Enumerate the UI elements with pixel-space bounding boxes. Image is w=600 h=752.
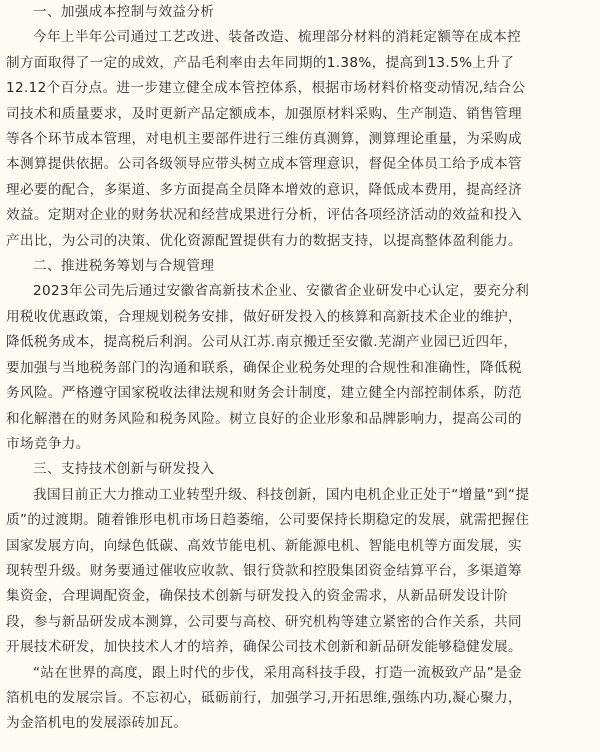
text-line: 市场竞争力。	[6, 435, 90, 452]
paragraph-tax-planning	[6, 279, 594, 457]
text-line: 用税收优惠政策，合理规划税务安排，做好研发投入的核算和高新技术企业的维护，	[6, 308, 522, 325]
text-line: 要加强与当地税务部门的沟通和联系，确保企业税务处理的合规性和准确性，降低税	[6, 359, 522, 376]
text-line: 我国目前正大力推动工业转型升级、科技创新，国内电机企业正处于“增量”到“提	[33, 486, 530, 503]
text-line: 降低税务成本，提高税后利润。公司从江苏.南京搬迁至安徽.芜湖产业园已近四年，	[6, 334, 518, 351]
document-body	[6, 0, 594, 737]
section-heading-innovation: 三、支持技术创新与研发投入	[33, 461, 215, 478]
section-heading-cost-control: 一、加强成本控制与效益分析	[33, 4, 215, 20]
paragraph-closing-motto	[6, 661, 594, 737]
text-line: 箔机电的发展宗旨。不忘初心，砥砺前行，加强学习,开拓思维,强练内功,凝心聚力，	[6, 689, 522, 706]
text-line: 2023年公司先后通过安徽省高新技术企业、安徽省企业研发中心认定，要充分利	[33, 283, 530, 300]
text-line: 质”的过渡期。随着锥形电机市场日趋萎缩，公司要保持长期稳定的发展，就需把握住	[6, 512, 530, 529]
text-line: 务风险。严格遵守国家税收法律法规和财务会计制度，建立健全内部控制体系，防范	[6, 385, 522, 402]
paragraph-innovation	[6, 483, 594, 661]
text-line: 制方面取得了一定的成效，产品毛利率由去年同期的1.38%，提高到13.5%上升了	[6, 54, 515, 71]
section-heading-tax-planning: 二、推进税务筹划与合规管理	[33, 258, 215, 275]
text-line: 开展技术研发，加快技术人才的培养，确保公司技术创新和新品研发能够稳健发展。	[6, 639, 522, 656]
text-line: 和化解潜在的财务风险和税务风险。树立良好的企业形象和品牌影响力，提高公司的	[6, 410, 522, 427]
text-line: 为金箔机电的发展添砖加瓦。	[6, 715, 188, 732]
text-line: 本测算提供依据。公司各级领导应带头树立成本管理意识，督促全体员工给予成本管	[6, 156, 522, 173]
text-line: 现转型升级。财务要通过催收应收款、银行贷款和控股集团资金结算平台，多渠道筹	[6, 562, 522, 579]
text-line: 国家发展方向，向绿色低碳、高效节能电机、新能源电机、智能电机等方面发展，实	[6, 537, 522, 554]
text-line: 理必要的配合，多渠道、多方面提高全员降本增效的意识，降低成本费用，提高经济	[6, 181, 522, 198]
paragraph-cost-control	[6, 25, 594, 254]
text-line: 12.12个百分点。进一步建立健全成本管控体系，根据市场材料价格变动情况,结合公	[6, 80, 526, 97]
text-line: 司技术和质量要求，及时更新产品定额成本，加强原材料采购、生产制造、销售管理	[6, 105, 522, 122]
text-line: 集资金，合理调配资金，确保技术创新与研发投入的资金需求，从新品研发设计阶	[6, 588, 508, 605]
text-line: 产出比，为公司的决策、优化资源配置提供有力的数据支持，以提高整体盈利能力。	[6, 232, 522, 249]
text-line: 效益。定期对企业的财务状况和经营成果进行分析，评估各项经济活动的效益和投入	[6, 207, 522, 224]
text-line: 等各个环节成本管理，对电机主要部件进行三维仿真测算，测算理论重量，为采购成	[6, 131, 522, 148]
text-line: 段，参与新品研发成本测算，公司要与高校、研究机构等建立紧密的合作关系，共同	[6, 613, 522, 630]
text-line: 今年上半年公司通过工艺改进、装备改造、梳理部分材料的消耗定额等在成本控	[33, 29, 522, 46]
text-line: “站在世界的高度，跟上时代的步伐，采用高科技手段，打造一流极致产品”是金	[33, 664, 522, 681]
